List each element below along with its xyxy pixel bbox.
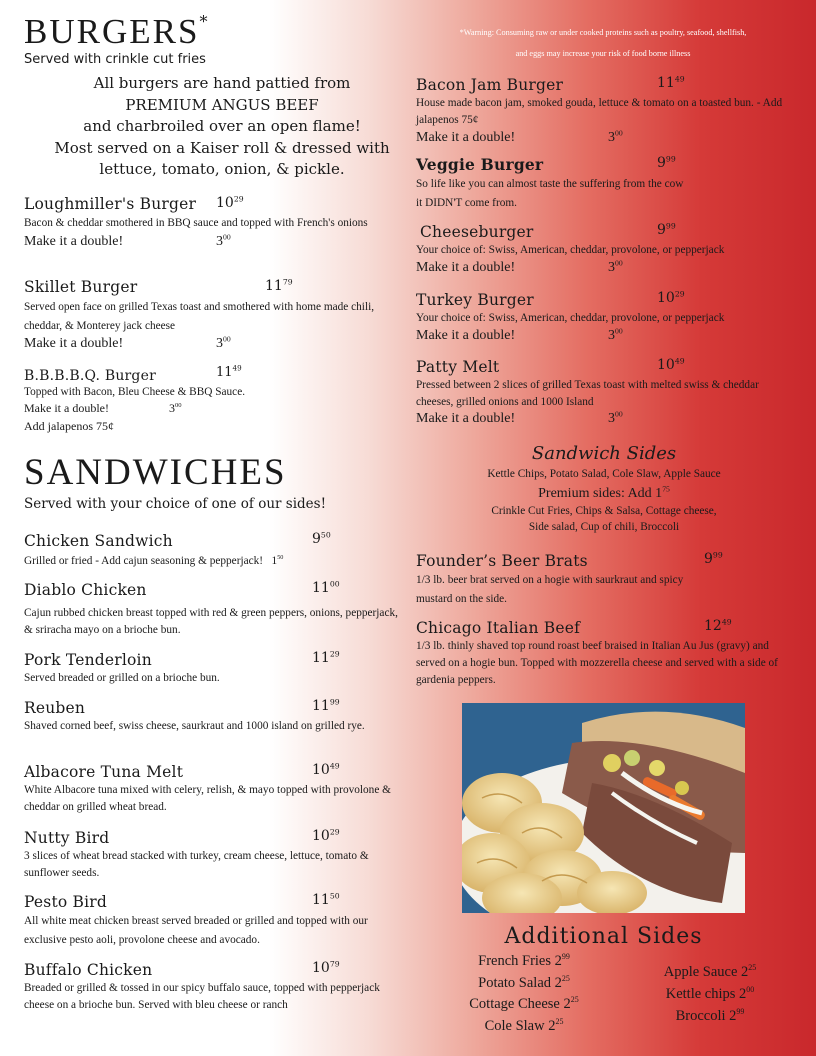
sandwiches-title: SANDWICHES bbox=[24, 452, 287, 493]
double-label: Make it a double! bbox=[24, 234, 124, 249]
price-main: 11 bbox=[216, 365, 233, 380]
double-option bbox=[24, 336, 404, 352]
item-desc: Your choice of: Swiss, American, cheddar, provolone, or pepperjack bbox=[416, 244, 725, 256]
item-desc: Served open face on grilled Texas toast and smothered with home made chili, cheddar, & Monterey jack cheese bbox=[24, 301, 375, 332]
warning-note bbox=[412, 22, 794, 64]
price-cents: 00 bbox=[175, 402, 182, 409]
item-price bbox=[312, 762, 340, 778]
burgers-asterisk: * bbox=[199, 12, 208, 31]
item-name: Chicken Sandwich bbox=[24, 532, 173, 550]
burgers-header bbox=[24, 14, 207, 49]
item-price bbox=[657, 357, 685, 373]
double-label: Make it a double! bbox=[416, 260, 516, 275]
price-cents: 29 bbox=[674, 289, 685, 299]
price-cents: 99 bbox=[712, 550, 723, 560]
menu-item-albacore-tuna-melt bbox=[24, 762, 404, 816]
item-name: Patty Melt bbox=[416, 358, 500, 376]
desc-text: Grilled or fried - Add cajun seasoning & pepperjack! bbox=[24, 555, 264, 567]
double-price bbox=[608, 130, 623, 146]
menu-item-buffalo-chicken bbox=[24, 960, 409, 1014]
menu-item-veggie-burger bbox=[416, 155, 796, 213]
side-item bbox=[640, 983, 780, 1005]
price-cents: 00 bbox=[746, 985, 755, 995]
item-price bbox=[657, 222, 676, 238]
item-name: Buffalo Chicken bbox=[24, 961, 153, 979]
item-name: Chicago Italian Beef bbox=[416, 619, 581, 637]
sandwich-sides bbox=[418, 443, 790, 535]
price-main: 3 bbox=[169, 401, 175, 415]
premium-sides-label bbox=[418, 486, 790, 502]
price-cents: 49 bbox=[674, 356, 685, 366]
price-cents: 50 bbox=[329, 891, 340, 901]
item-name: Bacon Jam Burger bbox=[416, 76, 564, 94]
warning-line: *Warning: Consuming raw or under cooked proteins such as poultry, seafood, shellfish, bbox=[459, 28, 747, 37]
menu-item-cheeseburger bbox=[416, 222, 796, 276]
price-cents: 29 bbox=[329, 827, 340, 837]
price-cents: 75 bbox=[662, 484, 670, 494]
side-item bbox=[440, 1016, 608, 1038]
double-option bbox=[24, 400, 404, 416]
price-main: 3 bbox=[216, 234, 223, 249]
price-cents: 99 bbox=[736, 1007, 745, 1017]
price-cents: 99 bbox=[665, 221, 676, 231]
price-cents: 49 bbox=[329, 761, 340, 771]
double-price bbox=[216, 234, 231, 250]
price-main: 3 bbox=[608, 130, 615, 145]
price-main: 11 bbox=[312, 892, 330, 908]
price-main: 11 bbox=[265, 278, 283, 294]
double-option bbox=[24, 234, 404, 250]
price-cents: 00 bbox=[615, 409, 623, 419]
double-option bbox=[416, 328, 796, 344]
italian-beef-sandwich-image bbox=[462, 703, 745, 913]
price-cents: 25 bbox=[570, 995, 579, 1005]
item-desc: 1/3 lb. beer brat served on a hogie with saurkraut and spicy mustard on the side. bbox=[416, 574, 684, 605]
premium-sides-line: Crinkle Cut Fries, Chips & Salsa, Cottage cheese, bbox=[491, 505, 717, 517]
item-price bbox=[312, 650, 340, 666]
item-price bbox=[312, 892, 340, 908]
item-name: Loughmiller's Burger bbox=[24, 195, 197, 213]
item-desc: White Albacore tuna mixed with celery, relish, & mayo topped with provolone & cheddar on grilled wheat bread. bbox=[24, 784, 391, 813]
double-price bbox=[608, 260, 623, 276]
item-name: Founder’s Beer Brats bbox=[416, 552, 588, 570]
item-desc: Shaved corned beef, swiss cheese, saurkraut and 1000 island on grilled rye. bbox=[24, 720, 365, 732]
price-cents: 99 bbox=[561, 952, 570, 962]
side-item bbox=[440, 994, 608, 1016]
price-cents: 00 bbox=[223, 232, 231, 242]
price-main: 3 bbox=[608, 260, 615, 275]
price-cents: 29 bbox=[329, 649, 340, 659]
price-cents: 79 bbox=[282, 277, 293, 287]
price-main: 3 bbox=[608, 328, 615, 343]
double-label: Make it a double! bbox=[24, 401, 109, 415]
extra-option: Add jalapenos 75¢ bbox=[24, 419, 114, 433]
additional-sides-title: Additional Sides bbox=[504, 924, 703, 949]
item-name: B.B.B.B.Q. Burger bbox=[24, 368, 156, 384]
price-main: 11 bbox=[657, 75, 675, 91]
price-cents: 25 bbox=[561, 973, 570, 983]
item-price bbox=[704, 618, 732, 634]
price-main: 10 bbox=[657, 290, 675, 306]
double-price bbox=[169, 400, 182, 416]
side-name: Broccoli 2 bbox=[675, 1008, 737, 1024]
item-desc: 1/3 lb. thinly shaved top round roast beef braised in Italian Au Jus (gravy) and served on a hogie bun. Topped with mozzerella cheese and served with a side of gardenia peppers. bbox=[416, 640, 778, 686]
item-name: Cheeseburger bbox=[420, 223, 534, 241]
item-price bbox=[312, 960, 340, 976]
side-name: French Fries 2 bbox=[478, 953, 562, 969]
menu-item-bbbbq-burger bbox=[24, 365, 404, 434]
side-name: Apple Sauce 2 bbox=[663, 964, 749, 980]
burgers-title: BURGERS bbox=[24, 12, 200, 51]
menu-item-pesto-bird bbox=[24, 892, 404, 950]
menu-item-skillet-burger bbox=[24, 277, 404, 352]
intro-line: Most served on a Kaiser roll & dressed with bbox=[54, 138, 390, 157]
item-desc: So life like you can almost taste the suffering from the cow it DIDN'T come from. bbox=[416, 178, 684, 209]
price-main: 11 bbox=[312, 580, 330, 596]
item-price bbox=[265, 278, 293, 294]
side-item bbox=[440, 973, 608, 995]
item-price bbox=[216, 365, 242, 380]
price-main: 1 bbox=[271, 555, 278, 567]
item-desc: Topped with Bacon, Bleu Cheese & BBQ Sauce. bbox=[24, 386, 246, 398]
price-main: 9 bbox=[657, 155, 666, 171]
item-desc: Served breaded or grilled on a brioche bun. bbox=[24, 672, 220, 684]
menu-item-bacon-jam-burger bbox=[416, 75, 796, 146]
side-item bbox=[640, 1005, 780, 1027]
item-desc: 3 slices of wheat bread stacked with turkey, cream cheese, lettuce, tomato & sunflower seeds. bbox=[24, 850, 369, 879]
double-option bbox=[416, 130, 796, 146]
menu-item-founders-beer-brats bbox=[416, 551, 796, 609]
burgers-intro bbox=[24, 73, 420, 181]
double-price bbox=[608, 328, 623, 344]
item-desc: Bacon & cheddar smothered in BBQ sauce and topped with French's onions bbox=[24, 217, 368, 229]
item-price bbox=[312, 828, 340, 844]
intro-line: PREMIUM ANGUS BEEF bbox=[125, 95, 319, 114]
double-option bbox=[416, 260, 796, 276]
item-price bbox=[657, 290, 685, 306]
item-name: Nutty Bird bbox=[24, 829, 110, 847]
additional-sides-right bbox=[640, 961, 780, 1027]
price-cents: 49 bbox=[721, 617, 732, 627]
item-desc bbox=[24, 553, 414, 570]
item-name: Pork Tenderloin bbox=[24, 651, 152, 669]
price-main: 9 bbox=[704, 551, 713, 567]
side-name: Kettle chips 2 bbox=[665, 986, 747, 1002]
price-main: 10 bbox=[312, 762, 330, 778]
price-cents: 50 bbox=[277, 554, 284, 562]
item-desc: Breaded or grilled & tossed in our spicy buffalo sauce, topped with pepperjack cheese on a brioche bun. Served with bleu cheese or ranch bbox=[24, 982, 380, 1011]
double-label: Make it a double! bbox=[416, 411, 516, 426]
price-cents: 25 bbox=[748, 963, 757, 973]
intro-line: All burgers are hand pattied from bbox=[93, 74, 351, 92]
price-main: 12 bbox=[704, 618, 722, 634]
item-desc: All white meat chicken breast served breaded or grilled and topped with our exclusive pesto aoli, provolone cheese and avocado. bbox=[24, 915, 368, 946]
price-cents: 00 bbox=[329, 579, 340, 589]
menu-item-reuben bbox=[24, 698, 404, 735]
side-item bbox=[440, 951, 608, 973]
price-main: 3 bbox=[608, 411, 615, 426]
intro-line: and charbroiled over an open flame! bbox=[83, 117, 361, 135]
price-cents: 49 bbox=[232, 363, 242, 373]
item-price bbox=[657, 155, 676, 171]
price-main: 10 bbox=[312, 828, 330, 844]
price-cents: 00 bbox=[615, 128, 623, 138]
menu-item-chicago-italian-beef bbox=[416, 618, 796, 689]
price-cents: 00 bbox=[615, 258, 623, 268]
item-desc: House made bacon jam, smoked gouda, lettuce & tomato on a toasted bun. - Add jalapenos 75¢ bbox=[416, 97, 783, 126]
price-main: 10 bbox=[657, 357, 675, 373]
item-name: Pesto Bird bbox=[24, 893, 108, 911]
item-desc: Your choice of: Swiss, American, cheddar, provolone, or pepperjack bbox=[416, 312, 725, 324]
double-label: Make it a double! bbox=[24, 336, 124, 351]
side-name: Cottage Cheese 2 bbox=[469, 996, 571, 1012]
price-main: 3 bbox=[216, 336, 223, 351]
price-cents: 29 bbox=[233, 194, 244, 204]
side-item bbox=[640, 961, 780, 983]
additional-sides-left bbox=[440, 951, 608, 1037]
item-price bbox=[704, 551, 723, 567]
burgers-subtitle: Served with crinkle cut fries bbox=[24, 52, 206, 67]
item-desc: Pressed between 2 slices of grilled Texas toast with melted swiss & cheddar cheeses, grilled onions and 1000 Island bbox=[416, 379, 759, 408]
item-name: Veggie Burger bbox=[416, 155, 544, 174]
price-main: 11 bbox=[312, 698, 330, 714]
price-cents: 49 bbox=[674, 74, 685, 84]
side-name: Cole Slaw 2 bbox=[484, 1017, 556, 1034]
warning-line: and eggs may increase your risk of food borne illness bbox=[515, 49, 691, 58]
double-label: Make it a double! bbox=[416, 328, 516, 343]
menu-item-turkey-burger bbox=[416, 290, 796, 344]
intro-line: lettuce, tomato, onion, & pickle. bbox=[99, 160, 345, 178]
price-cents: 25 bbox=[555, 1016, 564, 1026]
price-cents: 79 bbox=[329, 959, 340, 969]
item-name: Skillet Burger bbox=[24, 278, 138, 296]
premium-sides-line: Side salad, Cup of chili, Broccoli bbox=[528, 521, 680, 533]
price-main: 9 bbox=[312, 531, 321, 547]
menu-item-patty-melt bbox=[416, 357, 796, 427]
menu-item-chicken-sandwich bbox=[24, 531, 414, 570]
item-price bbox=[216, 195, 244, 211]
menu-item-pork-tenderloin bbox=[24, 650, 404, 687]
price-main: 9 bbox=[657, 222, 666, 238]
food-photo bbox=[462, 703, 745, 913]
price-cents: 99 bbox=[329, 697, 340, 707]
price-main: 10 bbox=[216, 195, 234, 211]
sandwich-sides-basic: Kettle Chips, Potato Salad, Cole Slaw, Apple Sauce bbox=[487, 468, 721, 480]
price-cents: 00 bbox=[615, 326, 623, 336]
premium-label-text: Premium sides: Add 1 bbox=[538, 486, 663, 501]
double-price bbox=[608, 411, 623, 427]
price-cents: 00 bbox=[223, 334, 231, 344]
item-price bbox=[312, 531, 331, 547]
sandwiches-subtitle: Served with your choice of one of our sides! bbox=[24, 496, 326, 512]
item-price bbox=[312, 580, 340, 596]
item-name: Reuben bbox=[24, 699, 86, 717]
menu-item-diablo-chicken bbox=[24, 580, 404, 639]
side-name: Potato Salad 2 bbox=[478, 974, 562, 991]
menu-item-loughmillers-burger bbox=[24, 194, 404, 250]
menu-item-nutty-bird bbox=[24, 828, 404, 882]
double-label: Make it a double! bbox=[416, 130, 516, 145]
item-desc: Cajun rubbed chicken breast topped with red & green peppers, onions, pepperjack, & sriracha mayo on a brioche bun. bbox=[24, 607, 398, 636]
price-cents: 50 bbox=[320, 530, 331, 540]
item-name: Albacore Tuna Melt bbox=[24, 763, 184, 781]
price-main: 11 bbox=[312, 650, 330, 666]
sandwich-sides-title: Sandwich Sides bbox=[531, 443, 677, 464]
price-cents: 99 bbox=[665, 154, 676, 164]
item-name: Turkey Burger bbox=[416, 291, 534, 309]
item-name: Diablo Chicken bbox=[24, 581, 147, 599]
double-price bbox=[216, 336, 231, 352]
item-price bbox=[657, 75, 685, 91]
double-option bbox=[416, 411, 796, 427]
item-price bbox=[312, 698, 340, 714]
price-main: 10 bbox=[312, 960, 330, 976]
